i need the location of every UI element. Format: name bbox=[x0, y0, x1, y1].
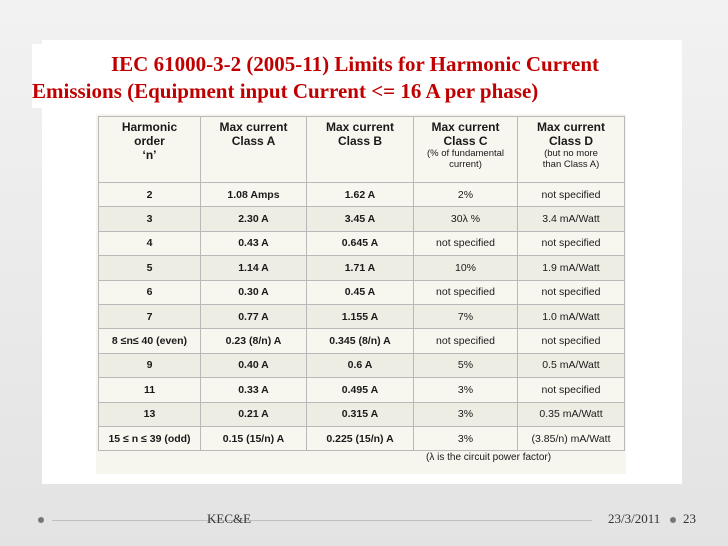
table-cell: not specified bbox=[414, 231, 518, 255]
page-number: 23 bbox=[683, 511, 696, 526]
table-cell: 0.645 A bbox=[307, 231, 414, 255]
table-cell: 1.08 Amps bbox=[201, 183, 307, 207]
table-cell: 1.0 mA/Watt bbox=[518, 304, 625, 328]
table-row bbox=[99, 426, 625, 450]
table-row bbox=[99, 353, 625, 377]
table-cell: 11 bbox=[99, 378, 201, 402]
footer-divider bbox=[52, 520, 592, 521]
table-cell: 3% bbox=[414, 378, 518, 402]
table-cell: 15 ≤ n ≤ 39 (odd) bbox=[99, 426, 201, 450]
table-cell: 1.71 A bbox=[307, 256, 414, 280]
table-cell: 5% bbox=[414, 353, 518, 377]
table-cell: 0.45 A bbox=[307, 280, 414, 304]
table-cell: 0.315 A bbox=[307, 402, 414, 426]
table-cell: 0.225 (15/n) A bbox=[307, 426, 414, 450]
column-header bbox=[414, 117, 518, 183]
column-header-main: Max current bbox=[431, 120, 500, 134]
table-cell: 1.62 A bbox=[307, 183, 414, 207]
column-header-sub1: Class D bbox=[548, 134, 594, 148]
table-row bbox=[99, 183, 625, 207]
footer-date: 23/3/2011 bbox=[608, 511, 661, 526]
table-cell: 2% bbox=[414, 183, 518, 207]
table-cell: 2 bbox=[99, 183, 201, 207]
title-line-1: IEC 61000-3-2 (2005-11) Limits for Harmonic Current bbox=[110, 52, 599, 76]
bullet-dot-icon bbox=[670, 517, 676, 523]
column-header-sub1: order bbox=[134, 134, 165, 148]
table-cell: (3.85/n) mA/Watt bbox=[518, 426, 625, 450]
table-cell: 0.15 (15/n) A bbox=[201, 426, 307, 450]
table-cell: 0.30 A bbox=[201, 280, 307, 304]
column-header bbox=[99, 117, 201, 183]
slide-footer bbox=[0, 498, 728, 546]
table-cell: 8 ≤n≤ 40 (even) bbox=[99, 329, 201, 353]
table-cell: not specified bbox=[414, 329, 518, 353]
column-header-sub1: Class C bbox=[443, 134, 488, 148]
table-cell: 9 bbox=[99, 353, 201, 377]
table-cell: 0.23 (8/n) A bbox=[201, 329, 307, 353]
column-header-main: Harmonic bbox=[121, 120, 178, 134]
table-cell: 10% bbox=[414, 256, 518, 280]
table-cell: 0.43 A bbox=[201, 231, 307, 255]
table-cell: 3 bbox=[99, 207, 201, 231]
table-cell: 4 bbox=[99, 231, 201, 255]
table-cell: 30λ % bbox=[414, 207, 518, 231]
table-cell: 2.30 A bbox=[201, 207, 307, 231]
table-row bbox=[99, 280, 625, 304]
column-header-sub2: (% of fundamental bbox=[426, 148, 505, 159]
column-header bbox=[518, 117, 625, 183]
table-row bbox=[99, 378, 625, 402]
bullet-dot-icon bbox=[38, 517, 44, 523]
column-header-sub1: Class A bbox=[231, 134, 276, 148]
column-header-sub1: Class B bbox=[337, 134, 383, 148]
table-cell: not specified bbox=[518, 280, 625, 304]
table-header-row bbox=[99, 117, 625, 183]
harmonic-limits-figure bbox=[96, 114, 626, 474]
table-cell: not specified bbox=[518, 183, 625, 207]
table-cell: 1.155 A bbox=[307, 304, 414, 328]
table-cell: 5 bbox=[99, 256, 201, 280]
table-cell: not specified bbox=[518, 329, 625, 353]
table-cell: 3% bbox=[414, 426, 518, 450]
column-header-sub2: (but no more bbox=[544, 148, 598, 159]
table-cell: 3.45 A bbox=[307, 207, 414, 231]
table-row bbox=[99, 256, 625, 280]
column-header-main: Max current bbox=[219, 120, 288, 134]
table-row bbox=[99, 304, 625, 328]
table-body bbox=[99, 183, 625, 451]
table-cell: 6 bbox=[99, 280, 201, 304]
column-header-sub2: ‘n’ bbox=[142, 148, 157, 162]
table-cell: 7% bbox=[414, 304, 518, 328]
column-header-main: Max current bbox=[536, 120, 606, 134]
table-row bbox=[99, 402, 625, 426]
table-cell: not specified bbox=[518, 231, 625, 255]
slide-title bbox=[32, 44, 678, 108]
table-row bbox=[99, 329, 625, 353]
table-cell: 1.14 A bbox=[201, 256, 307, 280]
table-cell: 1.9 mA/Watt bbox=[518, 256, 625, 280]
column-header-main: Max current bbox=[325, 120, 395, 134]
table-cell: 0.33 A bbox=[201, 378, 307, 402]
column-header bbox=[307, 117, 414, 183]
column-header-sub3: current) bbox=[449, 159, 482, 170]
table-cell: 0.495 A bbox=[307, 378, 414, 402]
table-cell: 0.77 A bbox=[201, 304, 307, 328]
table-cell: 13 bbox=[99, 402, 201, 426]
column-header bbox=[201, 117, 307, 183]
title-line-2: Emissions (Equipment input Current <= 16 A per phase) bbox=[32, 79, 539, 103]
table-cell: 0.35 mA/Watt bbox=[518, 402, 625, 426]
table-cell: 3.4 mA/Watt bbox=[518, 207, 625, 231]
footer-organization: KEC&E bbox=[207, 511, 252, 526]
harmonic-limits-table bbox=[98, 116, 625, 451]
table-cell: 7 bbox=[99, 304, 201, 328]
table-cell: 0.345 (8/n) A bbox=[307, 329, 414, 353]
column-header-sub3: than Class A) bbox=[542, 159, 600, 170]
table-cell: 0.6 A bbox=[307, 353, 414, 377]
table-cell: 0.40 A bbox=[201, 353, 307, 377]
table-cell: not specified bbox=[414, 280, 518, 304]
table-cell: 0.5 mA/Watt bbox=[518, 353, 625, 377]
table-row bbox=[99, 207, 625, 231]
table-cell: 0.21 A bbox=[201, 402, 307, 426]
table-cell: not specified bbox=[518, 378, 625, 402]
power-factor-note: (λ is the circuit power factor) bbox=[426, 452, 552, 463]
table-cell: 3% bbox=[414, 402, 518, 426]
table-row bbox=[99, 231, 625, 255]
